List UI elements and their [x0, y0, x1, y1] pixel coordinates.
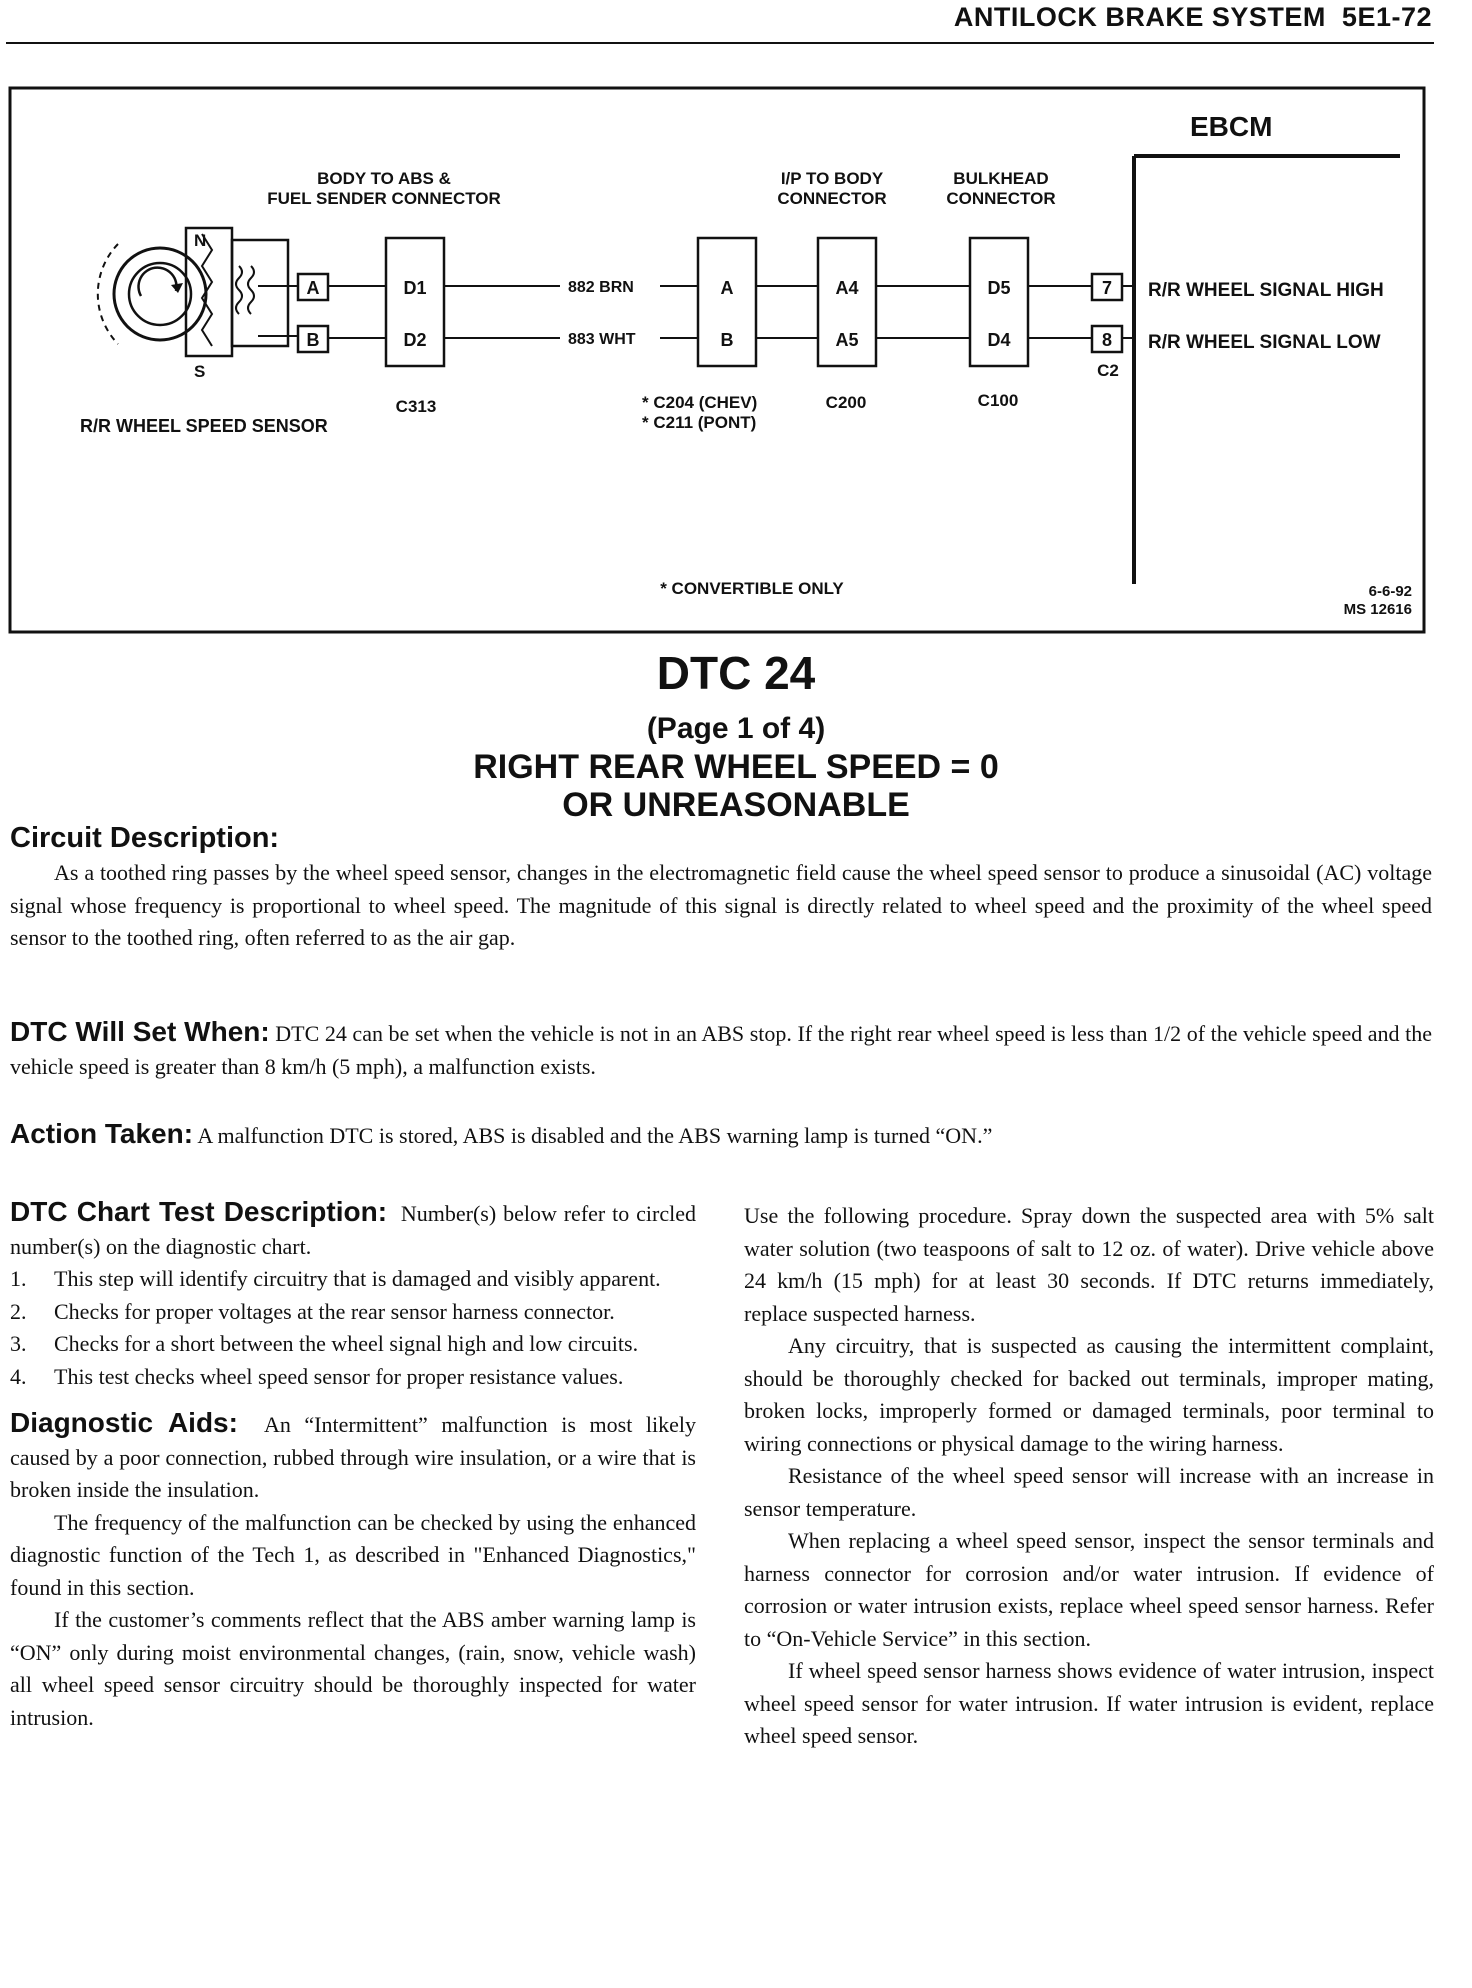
list-item-number: 2.: [10, 1298, 27, 1324]
diagnostic-aids-p1-text: An “Intermittent” malfunction is most likely caused by a poor connection, rubbed through wire insulation, or a wire that is broken inside the insulation.: [10, 1412, 697, 1502]
figure-id: MS 12616: [1343, 601, 1412, 618]
c313-pin-d2: D2: [403, 330, 427, 350]
sensor-pin-b: B: [306, 330, 320, 350]
dtc-subtitle-2: OR UNREASONABLE: [562, 786, 910, 824]
running-title: [954, 2, 1432, 33]
chart-test-intro: [10, 1196, 696, 1263]
c2-pin-7: 7: [1101, 278, 1113, 298]
dtc-title: DTC 24: [656, 647, 816, 699]
c204-pin-a: A: [720, 278, 734, 298]
signal-low-label: R/R WHEEL SIGNAL LOW: [1148, 332, 1381, 353]
bulkhead-label-2: CONNECTOR: [946, 189, 1056, 208]
c100-pin-d5: D5: [987, 278, 1011, 298]
wheel-speed-sensor-icon: [98, 228, 288, 381]
diagram-date: 6-6-92: [1368, 583, 1412, 600]
c200-pin-a4: A4: [835, 278, 859, 298]
action-taken-heading: Action Taken:: [10, 1118, 194, 1149]
list-item-text: Checks for a short between the wheel signal high and low circuits.: [54, 1331, 639, 1356]
list-item-text: This step will identify circuitry that is damaged and visibly apparent.: [54, 1266, 661, 1291]
right-p3: Resistance of the wheel speed sensor will increase with an increase in sensor temperature.: [744, 1463, 1434, 1521]
list-item-number: 3.: [10, 1331, 27, 1356]
ip-body-label-2: CONNECTOR: [777, 189, 887, 208]
signal-high-label: R/R WHEEL SIGNAL HIGH: [1148, 280, 1384, 301]
c100-id: C100: [977, 391, 1019, 410]
chart-test-intro-text: Number(s) below refer to circled number(s) on the diagnostic chart.: [10, 1201, 696, 1259]
c211-id: * C211 (PONT): [642, 413, 757, 432]
action-taken: [10, 1118, 1432, 1153]
sensor-north-pole: N: [194, 231, 207, 250]
list-item-number: 1.: [10, 1266, 27, 1291]
diagram-footnote: * CONVERTIBLE ONLY: [660, 579, 844, 598]
header-rule: [6, 42, 1434, 44]
circuit-description-heading: Circuit Description:: [10, 822, 280, 854]
body-abs-label-1: BODY TO ABS &: [317, 169, 451, 188]
diagnostic-aids-p2: The frequency of the malfunction can be checked by using the enhanced diagnostic function of the Tech 1, as described in "Enhanced Diagnostics," found in this section.: [10, 1509, 696, 1600]
circuit-description-text: As a toothed ring passes by the wheel speed sensor, changes in the electromagnetic field cause the wheel speed sensor to produce a sinusoidal (AC) voltage signal whose frequency is proportional to wheel speed. The magnitude of this signal is directly related to wheel speed and the proximity of the wheel speed sensor to the toothed ring, often referred to as the air gap.: [10, 860, 1432, 950]
c200-pin-a5: A5: [835, 330, 859, 350]
diagnostic-aids-p3: If the customer’s comments reflect that the ABS amber warning lamp is “ON” only during moist environmental changes, (rain, snow, vehicle wash) all wheel speed sensor circuitry should be thoroughly inspected for water intrusion.: [10, 1607, 696, 1730]
sensor-pin-a: A: [306, 278, 320, 298]
sensor-label: R/R WHEEL SPEED SENSOR: [80, 416, 328, 436]
c204-id: * C204 (CHEV): [642, 393, 758, 412]
ip-body-label-1: I/P TO BODY: [780, 169, 884, 188]
wiring-diagram: [8, 86, 1428, 636]
list-item: [10, 1361, 696, 1394]
dtc-will-set: [10, 1016, 1432, 1083]
circuit-description: [10, 822, 1432, 955]
diagnostic-aids-p1: [10, 1407, 696, 1507]
right-column: [744, 1200, 1434, 1753]
right-p2: Any circuitry, that is suspected as causing the intermittent complaint, should be thoroughly checked for backed out terminals, improper mating, broken locks, improperly formed or damaged terminals, poor terminal to wiring connections or physical damage to the wiring harness.: [744, 1333, 1434, 1456]
body-abs-label-2: FUEL SENDER CONNECTOR: [267, 189, 501, 208]
c313-pin-d1: D1: [403, 278, 427, 298]
section-title: ANTILOCK BRAKE SYSTEM: [953, 2, 1326, 32]
wire-low-label: 883 WHT: [568, 331, 636, 348]
ebcm-label: EBCM: [1190, 111, 1273, 142]
chart-test-list: [10, 1263, 696, 1393]
c200-id: C200: [825, 393, 867, 412]
right-p5: If wheel speed sensor harness shows evidence of water intrusion, inspect wheel speed sensor for water intrusion. If water intrusion is evident, replace wheel speed sensor.: [744, 1658, 1434, 1748]
action-taken-text: A malfunction DTC is stored, ABS is disabled and the ABS warning lamp is turned “ON.”: [197, 1123, 993, 1148]
left-column: [10, 1196, 696, 1734]
dtc-will-set-text: DTC 24 can be set when the vehicle is not in an ABS stop. If the right rear wheel speed is less than 1/2 of the vehicle speed and the vehicle speed is greater than 8 km/h (5 mph), a malfunction exists.: [10, 1021, 1433, 1079]
diagram-frame: [10, 88, 1424, 632]
bulkhead-label-1: BULKHEAD: [953, 169, 1049, 188]
list-item-text: Checks for proper voltages at the rear sensor harness connector.: [54, 1298, 615, 1324]
c100-pin-d4: D4: [987, 330, 1011, 350]
wire-high-label: 882 BRN: [568, 279, 634, 296]
page-of: (Page 1 of 4): [646, 712, 826, 745]
c313-id: C313: [395, 397, 437, 416]
list-item: [10, 1296, 696, 1329]
dtc-subtitle-1: RIGHT REAR WHEEL SPEED = 0: [473, 748, 999, 786]
list-item: [10, 1263, 696, 1296]
page-number: 5E1-72: [1341, 2, 1432, 32]
sensor-south-pole: S: [194, 362, 206, 381]
chart-test-heading: DTC Chart Test Description:: [10, 1196, 388, 1227]
c2-id: C2: [1097, 361, 1119, 380]
right-p1: Use the following procedure. Spray down the suspected area with 5% salt water solution (two teaspoons of salt to 12 oz. of water). Drive vehicle above 24 km/h (15 mph) for at least 30 seconds. If DTC returns immediately, replace suspected harness.: [744, 1203, 1434, 1326]
right-p4: When replacing a wheel speed sensor, inspect the sensor terminals and harness connector for corrosion and/or water intrusion. If evidence of corrosion or water intrusion exists, replace wheel speed sensor harness. Refer to “On-Vehicle Service” in this section.: [744, 1528, 1434, 1651]
c2-pin-8: 8: [1101, 330, 1113, 350]
diagnostic-aids-heading: Diagnostic Aids:: [10, 1407, 238, 1438]
c204-pin-b: B: [720, 330, 734, 350]
wiring-diagram-svg: [8, 86, 1428, 636]
list-item: [10, 1328, 696, 1361]
running-head: [0, 0, 1472, 40]
list-item-text: This test checks wheel speed sensor for proper resistance values.: [54, 1363, 624, 1389]
list-item-number: 4.: [10, 1363, 27, 1389]
dtc-will-set-heading: DTC Will Set When:: [10, 1016, 270, 1047]
